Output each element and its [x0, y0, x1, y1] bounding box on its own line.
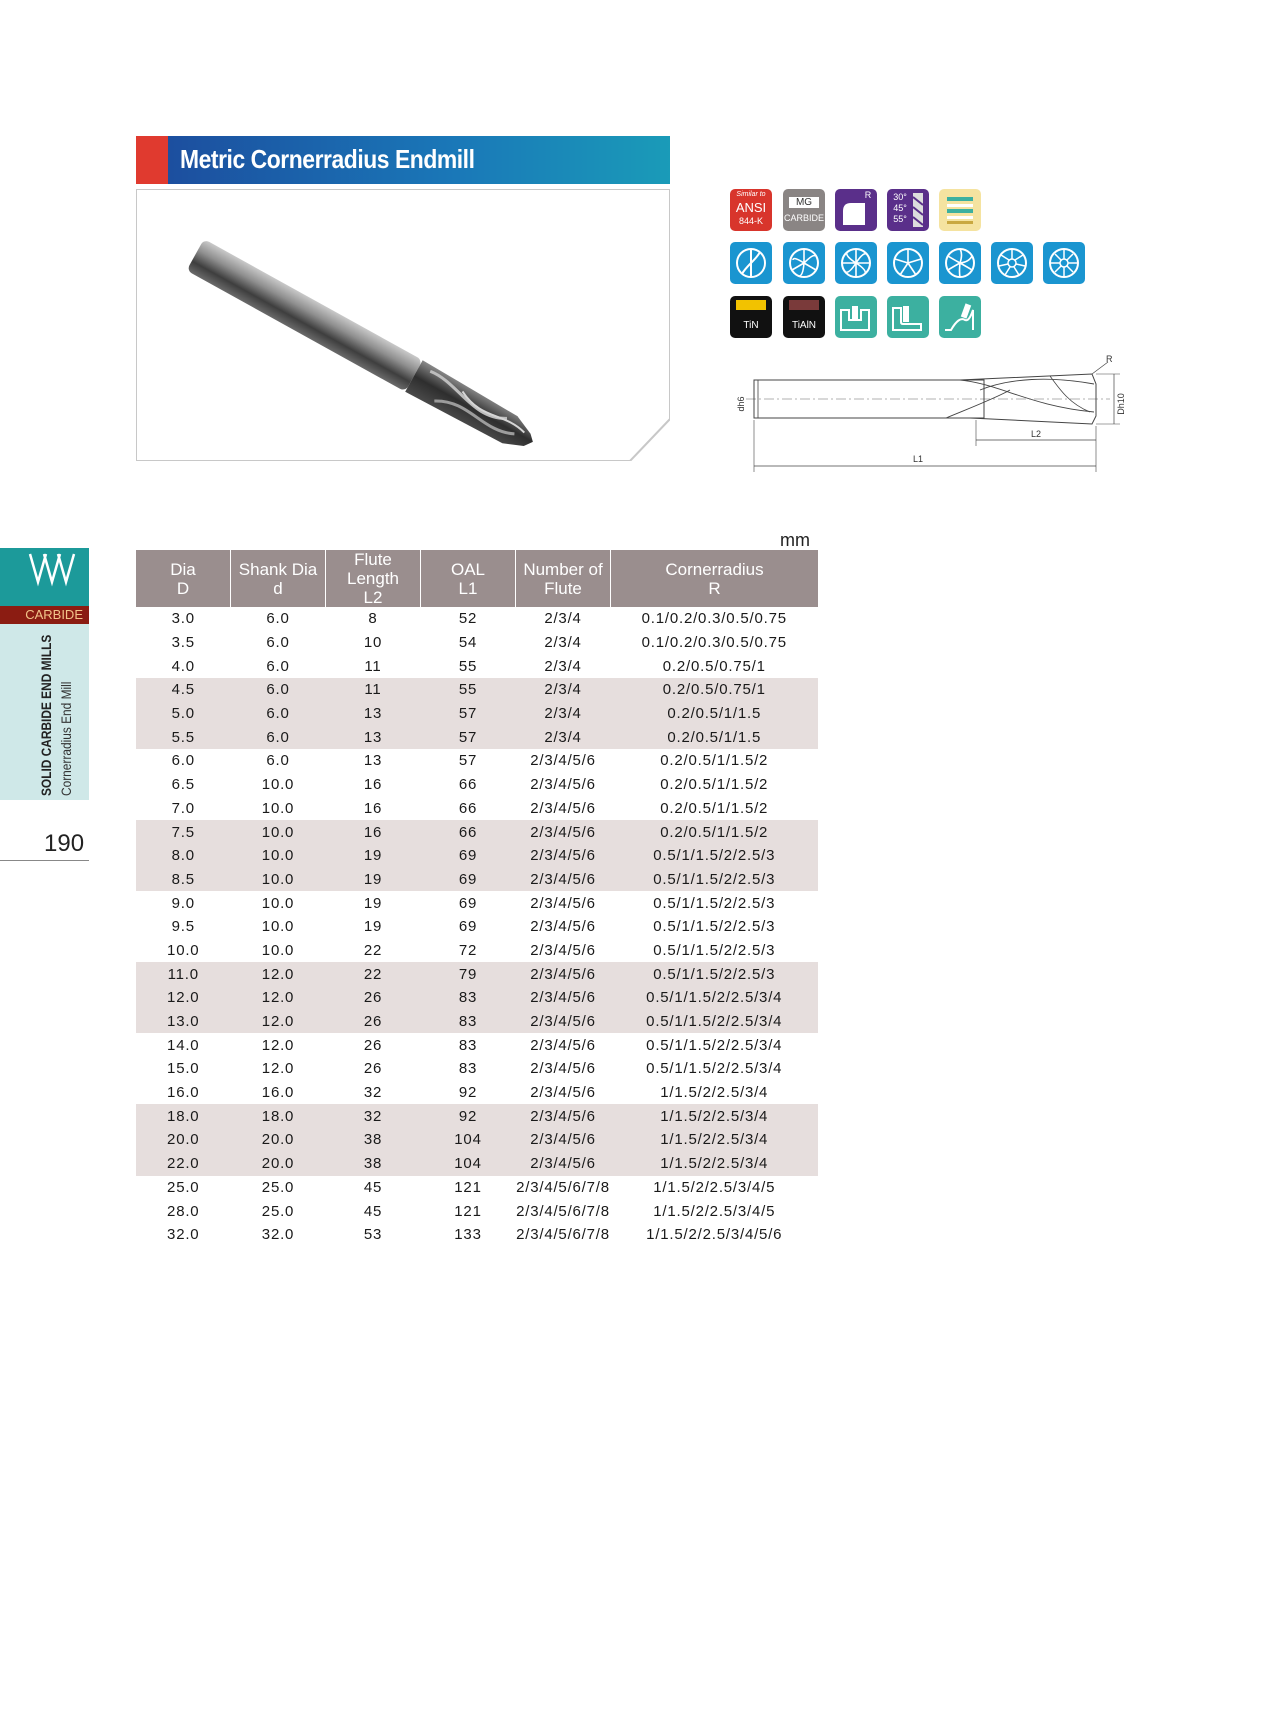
table-row — [136, 607, 818, 631]
svg-text:R: R — [1106, 354, 1113, 364]
table-cell: 1/1.5/2/2.5/3/4 — [611, 1152, 819, 1176]
table-cell: 26 — [363, 1036, 383, 1054]
table-cell: 8.5 — [136, 868, 231, 892]
table-cell: 55 — [458, 657, 478, 675]
table-cell: 5.5 — [136, 725, 231, 749]
table-cell: 10.0 — [261, 776, 295, 794]
profiling-icon — [939, 296, 981, 338]
five-flute-icon — [887, 242, 929, 284]
table-cell: 69 — [421, 868, 516, 892]
table-cell: 57 — [421, 725, 516, 749]
table-cell: 10.0 — [261, 941, 295, 959]
table-row — [136, 891, 818, 915]
table-cell: 6.0 — [171, 752, 195, 770]
header-shank-dia: Shank Dia d — [231, 550, 326, 607]
table-cell: 13 — [363, 752, 383, 770]
table-cell: 0.2/0.5/1/1.5/2 — [660, 752, 769, 770]
table-cell: 16.0 — [261, 1084, 295, 1102]
svg-text:dh6: dh6 — [736, 396, 746, 412]
table-cell: 26 — [326, 986, 421, 1010]
table-cell: 0.2/0.5/1/1.5 — [611, 702, 819, 726]
table-cell: 53 — [363, 1226, 383, 1244]
table-cell: 10.0 — [231, 844, 326, 868]
eight-flute-icon — [1043, 242, 1085, 284]
side-milling-icon — [887, 296, 929, 338]
table-cell: 66 — [458, 799, 478, 817]
table-header-row — [136, 550, 818, 607]
table-cell: 2/3/4/5/6 — [516, 1128, 611, 1152]
header-cornerradius: Cornerradius R — [611, 550, 819, 607]
table-cell: 26 — [363, 1060, 383, 1078]
table-cell: 69 — [421, 844, 516, 868]
table-cell: 0.5/1/1.5/2/2.5/3/4 — [646, 1036, 783, 1054]
helix-angle-icon: 30° 45° 55° — [887, 189, 929, 231]
table-cell: 1/1.5/2/2.5/3/4/5 — [653, 1202, 776, 1220]
table-cell: 57 — [458, 752, 478, 770]
svg-text:L1: L1 — [912, 454, 924, 464]
page-number-rule — [0, 860, 89, 861]
table-cell: 66 — [421, 820, 516, 844]
seven-flute-icon — [991, 242, 1033, 284]
ansi-icon: Similar to ANSI 844-K — [730, 189, 772, 231]
table-cell: 2/3/4/5/6 — [530, 1036, 596, 1054]
table-row — [136, 1223, 818, 1247]
table-cell: 6.0 — [266, 752, 290, 770]
table-cell: 10.0 — [167, 941, 200, 959]
six-flute-icon — [939, 242, 981, 284]
table-cell: 0.5/1/1.5/2/2.5/3 — [611, 844, 819, 868]
table-cell: 2/3/4 — [544, 610, 582, 628]
header-oal: OAL L1 — [421, 550, 516, 607]
table-cell: 16 — [363, 776, 383, 794]
table-cell: 79 — [421, 962, 516, 986]
table-row — [136, 702, 818, 726]
table-row — [136, 1128, 818, 1152]
table-cell: 1/1.5/2/2.5/3/4 — [611, 1128, 819, 1152]
table-cell: 25.0 — [167, 1178, 200, 1196]
table-cell: 72 — [458, 941, 478, 959]
product-photo — [136, 189, 670, 461]
table-cell: 25.0 — [261, 1202, 295, 1220]
table-cell: 54 — [458, 634, 478, 652]
table-cell: 2/3/4/5/6 — [516, 1010, 611, 1034]
table-cell: 22 — [326, 962, 421, 986]
table-cell: 4.0 — [171, 657, 195, 675]
table-cell: 6.0 — [231, 702, 326, 726]
table-row — [136, 939, 818, 963]
table-cell: 10.0 — [231, 868, 326, 892]
category-label: SOLID CARBIDE END MILLS — [38, 634, 54, 796]
table-row — [136, 678, 818, 702]
table-cell: 5.0 — [136, 702, 231, 726]
table-cell: 2/3/4 — [516, 702, 611, 726]
category-strip — [0, 624, 89, 800]
table-cell: 16 — [363, 799, 383, 817]
table-cell: 2/3/4/5/6 — [530, 799, 596, 817]
table-cell: 83 — [421, 1010, 516, 1034]
table-cell: 2/3/4/5/6 — [530, 1060, 596, 1078]
table-cell: 25.0 — [261, 1178, 295, 1196]
table-cell: 6.0 — [231, 678, 326, 702]
table-cell: 83 — [421, 986, 516, 1010]
unit-label: mm — [780, 530, 810, 550]
table-cell: 8 — [368, 610, 378, 628]
table-cell: 1/1.5/2/2.5/3/4/5 — [653, 1178, 776, 1196]
table-cell: 7.5 — [136, 820, 231, 844]
svg-text:Dh10: Dh10 — [1116, 393, 1126, 415]
table-cell: 16 — [326, 820, 421, 844]
table-cell: 20.0 — [136, 1128, 231, 1152]
header-flute-length: Flute Length L2 — [326, 550, 421, 607]
table-cell: 8.0 — [136, 844, 231, 868]
table-cell: 3.5 — [171, 634, 195, 652]
table-cell: 83 — [458, 1036, 478, 1054]
four-flute-icon — [835, 242, 877, 284]
header-number-of-flute: Number of Flute — [516, 550, 611, 607]
table-cell: 2/3/4/5/6/7/8 — [516, 1226, 610, 1244]
table-cell: 45 — [363, 1178, 383, 1196]
table-cell: 10.0 — [261, 918, 295, 936]
three-flute-icon — [783, 242, 825, 284]
table-cell: 19 — [326, 868, 421, 892]
table-cell: 2/3/4 — [544, 657, 582, 675]
header-dia: Dia D — [136, 550, 231, 607]
table-cell: 7.0 — [171, 799, 195, 817]
table-row — [136, 797, 818, 821]
table-cell: 9.0 — [171, 894, 195, 912]
table-cell: 0.5/1/1.5/2/2.5/3/4 — [611, 1010, 819, 1034]
table-cell: 10.0 — [231, 820, 326, 844]
table-cell: 20.0 — [231, 1128, 326, 1152]
table-cell: 19 — [363, 894, 383, 912]
table-cell: 0.5/1/1.5/2/2.5/3/4 — [646, 1060, 783, 1078]
carbide-label: CARBIDE — [0, 606, 89, 624]
page-title: Metric Cornerradius Endmill — [180, 144, 475, 174]
table-row — [136, 725, 818, 749]
subcategory-label: Cornerradius End Mill — [58, 681, 74, 796]
table-cell: 11 — [326, 678, 421, 702]
table-cell: 6.5 — [171, 776, 195, 794]
table-cell: 14.0 — [167, 1036, 200, 1054]
table-row — [136, 1010, 818, 1034]
table-row — [136, 962, 818, 986]
page-number: 190 — [44, 830, 85, 857]
table-row — [136, 1033, 818, 1057]
table-cell: 45 — [363, 1202, 383, 1220]
two-flute-icon — [730, 242, 772, 284]
table-cell: 32 — [363, 1084, 383, 1102]
table-cell: 1/1.5/2/2.5/3/4 — [660, 1084, 769, 1102]
table-cell: 0.5/1/1.5/2/2.5/3 — [611, 868, 819, 892]
table-row — [136, 631, 818, 655]
table-cell: 38 — [326, 1128, 421, 1152]
table-cell: 0.2/0.5/0.75/1 — [611, 678, 819, 702]
table-cell: 1/1.5/2/2.5/3/4/5/6 — [646, 1226, 783, 1244]
table-row — [136, 1152, 818, 1176]
table-cell: 0.5/1/1.5/2/2.5/3 — [653, 941, 776, 959]
table-cell: 2/3/4 — [516, 725, 611, 749]
table-cell: 13.0 — [136, 1010, 231, 1034]
table-cell: 22.0 — [136, 1152, 231, 1176]
table-cell: 18.0 — [136, 1104, 231, 1128]
table-cell: 2/3/4/5/6 — [530, 1084, 596, 1102]
table-cell: 9.5 — [171, 918, 195, 936]
tolerance-table-icon — [939, 189, 981, 231]
table-cell: 2/3/4/5/6 — [516, 962, 611, 986]
table-cell: 0.5/1/1.5/2/2.5/3 — [611, 962, 819, 986]
table-cell: 19 — [363, 918, 383, 936]
table-cell: 12.0 — [231, 986, 326, 1010]
table-cell: 32.0 — [261, 1226, 295, 1244]
title-bar — [136, 136, 670, 184]
table-cell: 133 — [454, 1226, 482, 1244]
table-cell: 13 — [326, 702, 421, 726]
table-cell: 3.0 — [171, 610, 195, 628]
table-cell: 2/3/4/5/6/7/8 — [516, 1202, 610, 1220]
tin-coating-icon: TiN — [730, 296, 772, 338]
table-cell: 32.0 — [167, 1226, 200, 1244]
table-cell: 13 — [326, 725, 421, 749]
table-cell: 0.2/0.5/1/1.5/2 — [660, 799, 769, 817]
table-cell: 104 — [421, 1152, 516, 1176]
table-row — [136, 773, 818, 797]
table-cell: 12.0 — [261, 1060, 295, 1078]
table-cell: 19 — [326, 844, 421, 868]
table-cell: 2/3/4/5/6 — [516, 1152, 611, 1176]
table-cell: 15.0 — [167, 1060, 200, 1078]
table-row — [136, 1176, 818, 1200]
table-cell: 92 — [458, 1084, 478, 1102]
table-cell: 1/1.5/2/2.5/3/4 — [611, 1104, 819, 1128]
table-cell: 0.5/1/1.5/2/2.5/3 — [653, 894, 776, 912]
title-accent — [136, 136, 168, 184]
table-cell: 69 — [458, 894, 478, 912]
table-cell: 28.0 — [167, 1202, 200, 1220]
table-cell: 52 — [458, 610, 478, 628]
slotting-icon — [835, 296, 877, 338]
table-cell: 4.5 — [136, 678, 231, 702]
table-cell: 104 — [421, 1128, 516, 1152]
table-cell: 2/3/4/5/6 — [516, 844, 611, 868]
table-cell: 6.0 — [266, 634, 290, 652]
table-cell: 83 — [458, 1060, 478, 1078]
table-cell: 38 — [326, 1152, 421, 1176]
table-cell: 2/3/4 — [544, 634, 582, 652]
table-cell: 12.0 — [136, 986, 231, 1010]
table-cell: 55 — [421, 678, 516, 702]
table-cell: 18.0 — [231, 1104, 326, 1128]
table-cell: 0.1/0.2/0.3/0.5/0.75 — [641, 634, 787, 652]
table-cell: 2/3/4/5/6 — [530, 752, 596, 770]
table-cell: 6.0 — [266, 610, 290, 628]
table-cell: 2/3/4/5/6 — [516, 1104, 611, 1128]
table-cell: 0.2/0.5/1/1.5/2 — [660, 776, 769, 794]
table-cell: 10.0 — [261, 894, 295, 912]
table-cell: 16.0 — [167, 1084, 200, 1102]
table-row — [136, 1057, 818, 1081]
spec-table — [136, 550, 818, 1247]
table-cell: 0.5/1/1.5/2/2.5/3/4 — [611, 986, 819, 1010]
table-cell: 2/3/4/5/6 — [530, 941, 596, 959]
table-cell: 2/3/4/5/6/7/8 — [516, 1178, 610, 1196]
table-cell: 121 — [454, 1178, 482, 1196]
table-cell: 12.0 — [261, 1036, 295, 1054]
technical-drawing — [710, 354, 1140, 474]
table-row — [136, 1081, 818, 1105]
table-cell: 2/3/4 — [516, 678, 611, 702]
table-cell: 11.0 — [136, 962, 231, 986]
table-cell: 2/3/4/5/6 — [530, 776, 596, 794]
table-cell: 10.0 — [261, 799, 295, 817]
endmill-logo-icon — [0, 548, 89, 606]
side-tab — [0, 548, 89, 800]
table-cell: 12.0 — [231, 1010, 326, 1034]
corner-radius-icon: R — [835, 189, 877, 231]
table-cell: 0.2/0.5/1/1.5/2 — [611, 820, 819, 844]
table-cell: 2/3/4/5/6 — [530, 918, 596, 936]
table-row — [136, 1104, 818, 1128]
table-row — [136, 1199, 818, 1223]
table-cell: 2/3/4/5/6 — [530, 894, 596, 912]
table-row — [136, 915, 818, 939]
table-row — [136, 844, 818, 868]
table-cell: 2/3/4/5/6 — [516, 820, 611, 844]
table-cell: 2/3/4/5/6 — [516, 868, 611, 892]
table-cell: 66 — [458, 776, 478, 794]
table-row — [136, 749, 818, 773]
table-row — [136, 986, 818, 1010]
table-cell: 0.1/0.2/0.3/0.5/0.75 — [641, 610, 787, 628]
table-cell: 10 — [363, 634, 383, 652]
table-cell: 0.5/1/1.5/2/2.5/3 — [653, 918, 776, 936]
table-cell: 26 — [326, 1010, 421, 1034]
table-cell: 6.0 — [266, 657, 290, 675]
table-cell: 2/3/4/5/6 — [516, 986, 611, 1010]
table-cell: 6.0 — [231, 725, 326, 749]
table-cell: 12.0 — [231, 962, 326, 986]
table-cell: 0.2/0.5/1/1.5 — [611, 725, 819, 749]
table-row — [136, 820, 818, 844]
table-cell: 69 — [458, 918, 478, 936]
table-cell: 0.2/0.5/0.75/1 — [662, 657, 766, 675]
svg-text:L2: L2 — [1030, 429, 1042, 439]
table-cell: 32 — [326, 1104, 421, 1128]
carbide-material-icon: MG CARBIDE — [783, 189, 825, 231]
table-cell: 11 — [364, 657, 382, 675]
table-cell: 121 — [454, 1202, 482, 1220]
table-row — [136, 868, 818, 892]
table-row — [136, 654, 818, 678]
table-cell: 57 — [421, 702, 516, 726]
table-cell: 92 — [421, 1104, 516, 1128]
table-cell: 22 — [363, 941, 383, 959]
table-cell: 20.0 — [231, 1152, 326, 1176]
tialn-coating-icon: TiAlN — [783, 296, 825, 338]
